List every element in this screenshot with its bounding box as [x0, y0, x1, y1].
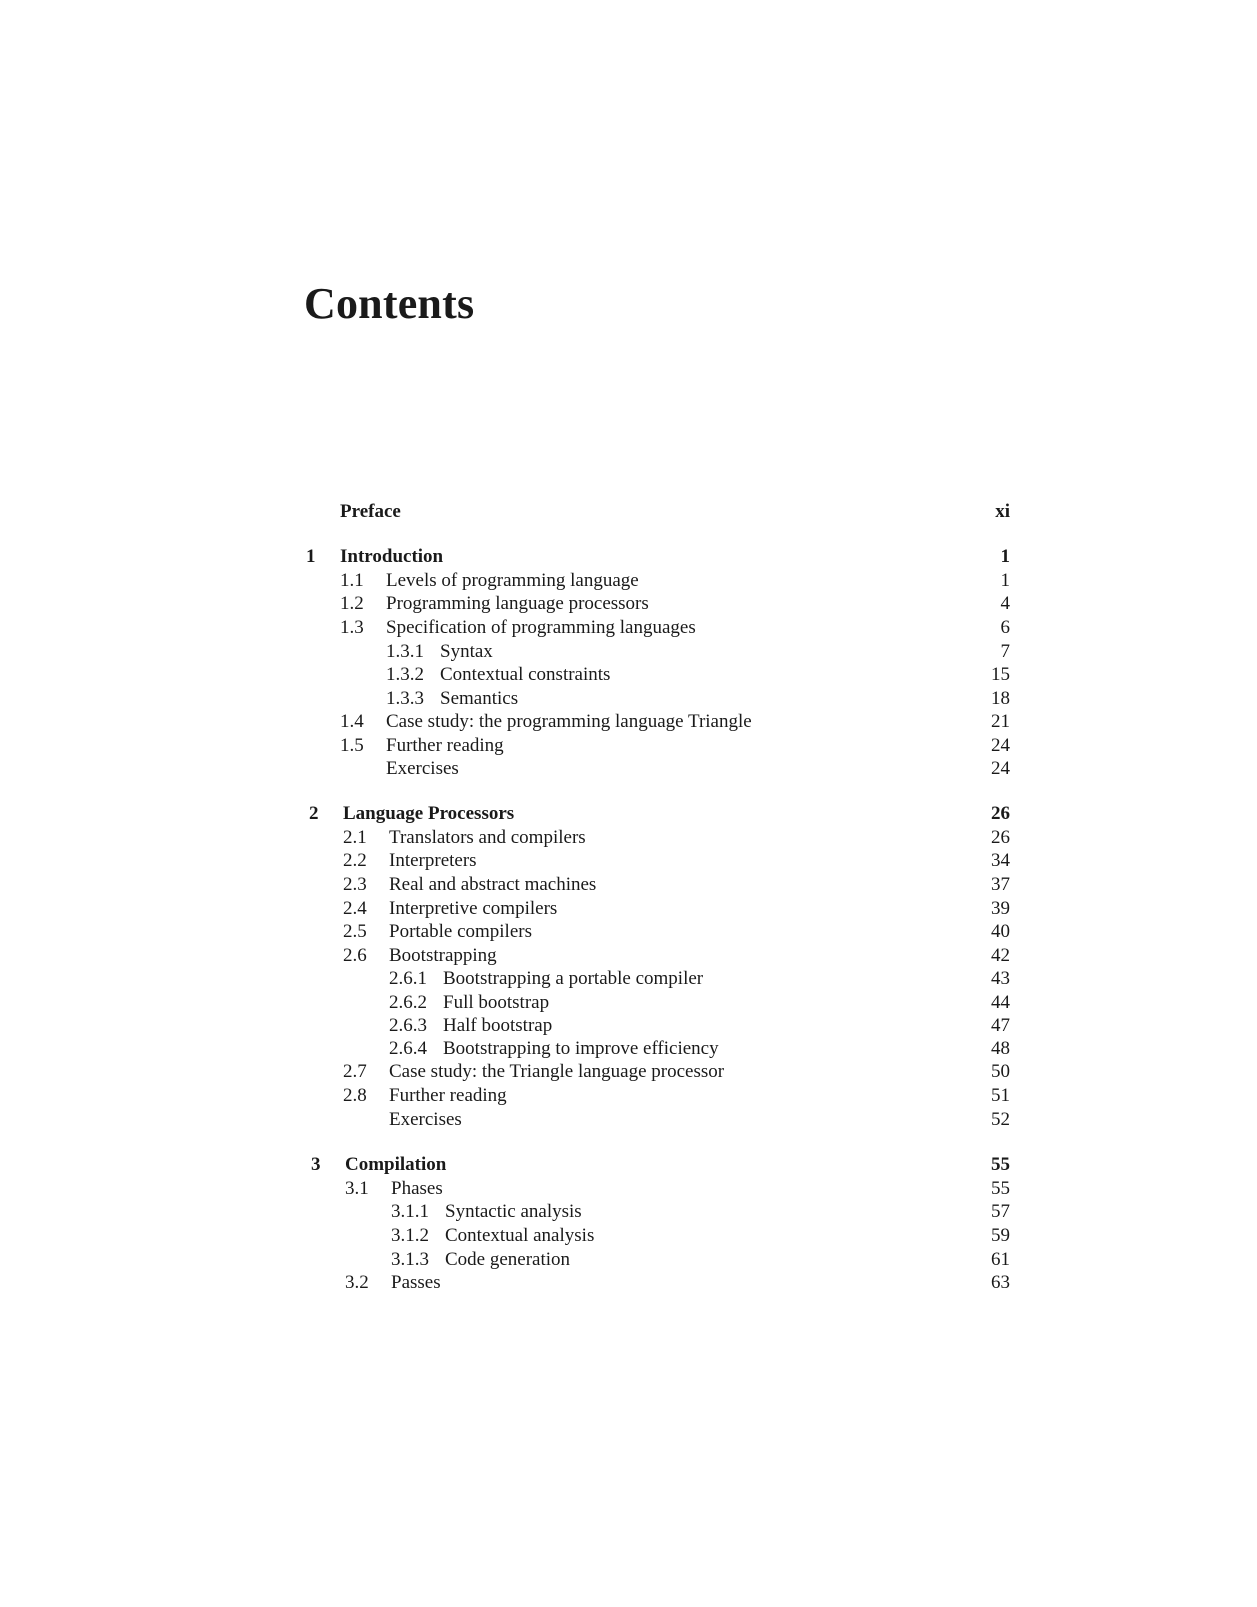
- toc-page-number: 18: [991, 688, 1010, 709]
- toc-entry-title: Language Processors: [343, 803, 515, 824]
- toc-entry-number: 1.4: [340, 711, 364, 732]
- toc-subsection-row: [0, 663, 1010, 687]
- toc-entry-title: Phases: [391, 1178, 443, 1199]
- toc-entry-number: 1.3.2: [386, 664, 424, 685]
- toc-entry-title: Half bootstrap: [443, 1015, 553, 1036]
- toc-entry-number: 1.3.3: [386, 688, 424, 709]
- toc-section-row: [0, 944, 1010, 968]
- toc-entry-number: 2.8: [343, 1085, 367, 1106]
- toc-entry-title: Code generation: [445, 1249, 571, 1270]
- toc-page-number: 26: [991, 827, 1010, 848]
- toc-page-number: 1: [1000, 546, 1010, 567]
- toc-page-number: 51: [991, 1085, 1010, 1106]
- toc-section-row: [0, 734, 1010, 758]
- toc-page-number: 6: [1000, 617, 1010, 638]
- toc-entry-number: 2.6.1: [389, 968, 427, 989]
- toc-entry-number: 2.6.3: [389, 1015, 427, 1036]
- toc-entry-title: Passes: [391, 1272, 441, 1293]
- toc-subsection-row: [0, 1248, 1010, 1272]
- toc-entry-number: 2.6.4: [389, 1038, 427, 1059]
- toc-page-number: 61: [991, 1249, 1010, 1270]
- toc-entry-title: Programming language processors: [386, 593, 649, 614]
- toc-page-number: 4: [1000, 593, 1010, 614]
- toc-subsection-row: [0, 1014, 1010, 1038]
- toc-entry-title: Semantics: [440, 688, 519, 709]
- toc-entry-title: Further reading: [389, 1085, 507, 1106]
- toc-chapter-row: [0, 802, 1010, 826]
- toc-chapter-row: [0, 1153, 1010, 1177]
- toc-section-row: [0, 920, 1010, 944]
- toc-page-number: 26: [991, 803, 1010, 824]
- toc-page-number: 21: [991, 711, 1010, 732]
- toc-subsection-row: [0, 991, 1010, 1015]
- toc-page-number: xi: [995, 501, 1010, 522]
- toc-entry-title: Bootstrapping to improve efficiency: [443, 1038, 719, 1059]
- toc-entry-number: 2.2: [343, 850, 367, 871]
- toc-section-row: [0, 1084, 1010, 1108]
- toc-entry-title: Introduction: [340, 546, 444, 567]
- toc-page-number: 50: [991, 1061, 1010, 1082]
- toc-entry-number: 3.1: [345, 1178, 369, 1199]
- toc-page-number: 55: [991, 1154, 1010, 1175]
- toc-page-number: 55: [991, 1178, 1010, 1199]
- toc-entry-title: Specification of programming languages: [386, 617, 696, 638]
- toc-entry-title: Contextual analysis: [445, 1225, 595, 1246]
- toc-front-row: [0, 500, 1010, 524]
- toc-page-number: 63: [991, 1272, 1010, 1293]
- toc-entry-number: 1: [306, 546, 316, 567]
- toc-page-number: 7: [1000, 641, 1010, 662]
- toc-page-number: 34: [991, 850, 1010, 871]
- toc-subsection-row: [0, 1037, 1010, 1061]
- toc-entry-title: Exercises: [389, 1109, 462, 1130]
- toc-entry-title: Compilation: [345, 1154, 447, 1175]
- toc-section-row: [0, 1271, 1010, 1295]
- toc-page-number: 52: [991, 1109, 1010, 1130]
- toc-page-number: 48: [991, 1038, 1010, 1059]
- toc-entry-title: Case study: the programming language Triangle: [386, 711, 752, 732]
- toc-page-number: 37: [991, 874, 1010, 895]
- toc-entry-title: Bootstrapping a portable compiler: [443, 968, 704, 989]
- toc-section-row: [0, 897, 1010, 921]
- toc-entry-number: 3.2: [345, 1272, 369, 1293]
- toc-entry-number: 2.5: [343, 921, 367, 942]
- toc-entry-title: Syntactic analysis: [445, 1201, 582, 1222]
- toc-entry-title: Interpretive compilers: [389, 898, 558, 919]
- toc-entry-title: Interpreters: [389, 850, 477, 871]
- toc-entry-title: Real and abstract machines: [389, 874, 597, 895]
- toc-section-row: [0, 616, 1010, 640]
- toc-subsection-row: [0, 640, 1010, 664]
- toc-section-row: [0, 710, 1010, 734]
- toc-page-number: 57: [991, 1201, 1010, 1222]
- toc-page-number: 47: [991, 1015, 1010, 1036]
- toc-entry-title: Preface: [340, 501, 401, 522]
- toc-entry-title: Bootstrapping: [389, 945, 497, 966]
- toc-entry-number: 2.6: [343, 945, 367, 966]
- toc-page-number: 40: [991, 921, 1010, 942]
- toc-entry-number: 2.1: [343, 827, 367, 848]
- toc-entry-title: Portable compilers: [389, 921, 532, 942]
- toc-entry-number: 1.1: [340, 570, 364, 591]
- toc-section-row: [0, 873, 1010, 897]
- toc-entry-title: Further reading: [386, 735, 504, 756]
- toc-page-number: 42: [991, 945, 1010, 966]
- toc-entry-number: 1.2: [340, 593, 364, 614]
- toc-section-row: [0, 849, 1010, 873]
- toc-entry-title: Syntax: [440, 641, 493, 662]
- toc-section-row: [0, 569, 1010, 593]
- toc-entry-number: 1.3.1: [386, 641, 424, 662]
- toc-section-row: [0, 1060, 1010, 1084]
- toc-page-number: 59: [991, 1225, 1010, 1246]
- toc-page-number: 15: [991, 664, 1010, 685]
- toc-subsection-row: [0, 1200, 1010, 1224]
- toc-page-number: 1: [1000, 570, 1010, 591]
- toc-entry-number: 2: [309, 803, 319, 824]
- toc-entry-number: 3.1.1: [391, 1201, 429, 1222]
- toc-entry-number: 1.3: [340, 617, 364, 638]
- toc-page-number: 44: [991, 992, 1010, 1013]
- toc-subsection-row: [0, 687, 1010, 711]
- toc-section-row: [0, 1108, 1010, 1132]
- toc-entry-number: 3: [311, 1154, 321, 1175]
- toc-subsection-row: [0, 1224, 1010, 1248]
- toc-entry-title: Case study: the Triangle language processor: [389, 1061, 725, 1082]
- toc-section-row: [0, 757, 1010, 781]
- toc-page-number: 24: [991, 735, 1010, 756]
- page-title: Contents: [304, 279, 475, 328]
- toc-entry-title: Translators and compilers: [389, 827, 586, 848]
- toc-entry-number: 2.6.2: [389, 992, 427, 1013]
- toc-entry-number: 3.1.3: [391, 1249, 429, 1270]
- toc-entry-number: 2.7: [343, 1061, 367, 1082]
- toc-entry-number: 2.3: [343, 874, 367, 895]
- toc-entry-title: Levels of programming language: [386, 570, 639, 591]
- toc-entry-number: 1.5: [340, 735, 364, 756]
- toc-section-row: [0, 826, 1010, 850]
- toc-entry-title: Contextual constraints: [440, 664, 611, 685]
- toc-section-row: [0, 1177, 1010, 1201]
- toc-page-number: 24: [991, 758, 1010, 779]
- toc-page-number: 43: [991, 968, 1010, 989]
- toc-subsection-row: [0, 967, 1010, 991]
- toc-entry-title: Full bootstrap: [443, 992, 550, 1013]
- toc-entry-number: 2.4: [343, 898, 367, 919]
- toc-section-row: [0, 592, 1010, 616]
- toc-entry-number: 3.1.2: [391, 1225, 429, 1246]
- toc-page-number: 39: [991, 898, 1010, 919]
- toc-chapter-row: [0, 545, 1010, 569]
- toc-entry-title: Exercises: [386, 758, 459, 779]
